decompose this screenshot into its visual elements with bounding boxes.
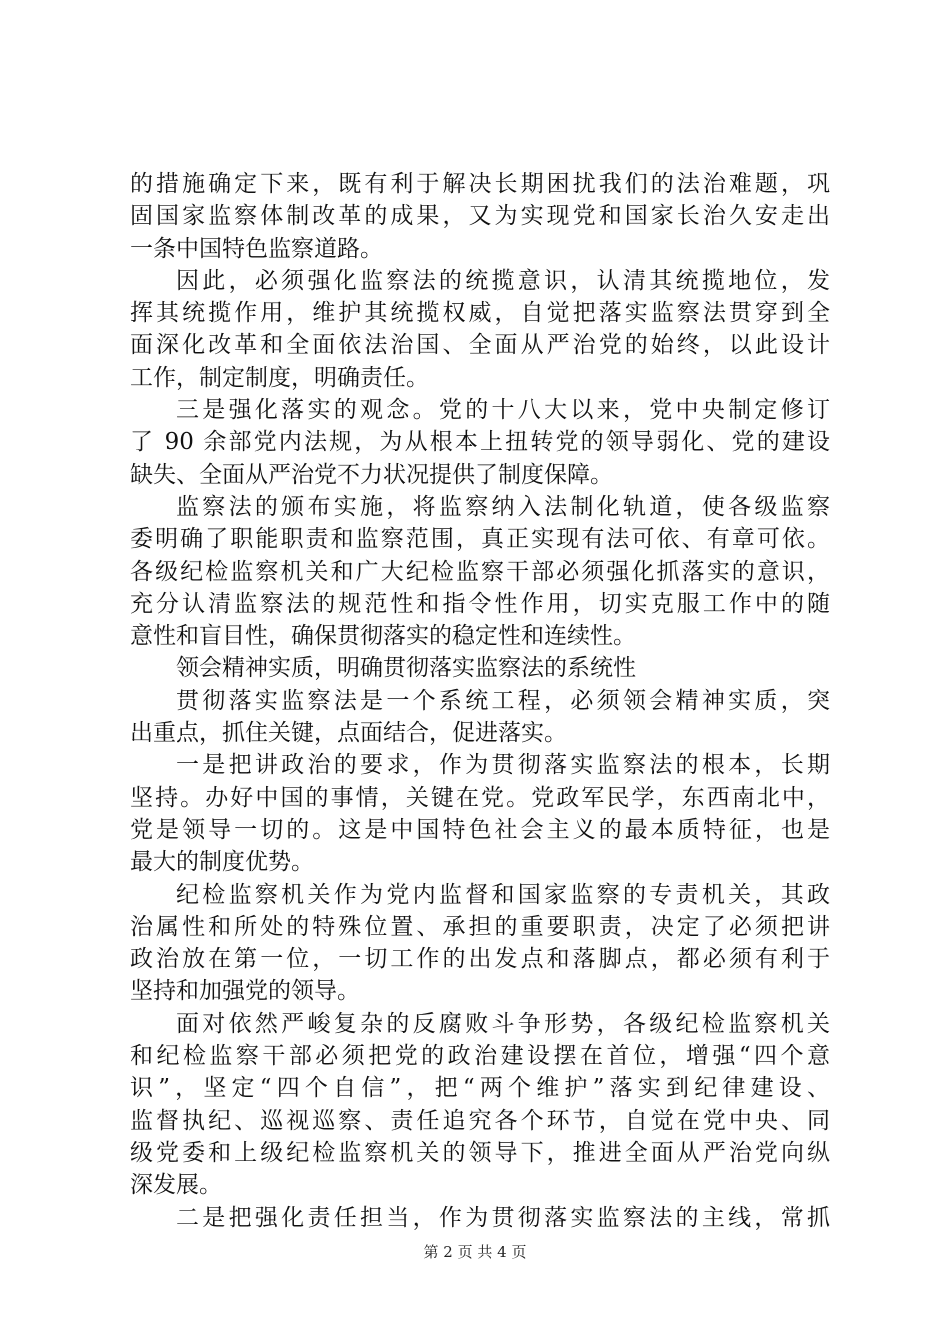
text-line: 缺失、全面从严治党不力状况提供了制度保障。 bbox=[130, 461, 613, 488]
text-line: 党是领导一切的。这是中国特色社会主义的最本质特征，也是 bbox=[130, 816, 830, 843]
text-line: 了 90 余部党内法规，为从根本上扭转党的领导弱化、党的建设 bbox=[130, 429, 830, 456]
text-line: 治属性和所处的特殊位置、承担的重要职责，决定了必须把讲 bbox=[130, 913, 830, 940]
paragraph-first-line: 因此，必须强化监察法的统揽意识，认清其统揽地位，发 bbox=[176, 267, 830, 294]
paragraph-first-line: 贯彻落实监察法是一个系统工程，必须领会精神实质，突 bbox=[176, 687, 830, 714]
text-line: 固国家监察体制改革的成果，又为实现党和国家长治久安走出 bbox=[130, 203, 830, 230]
text-line: 最大的制度优势。 bbox=[130, 849, 314, 876]
text-line: 意性和盲目性，确保贯彻落实的稳定性和连续性。 bbox=[130, 623, 636, 650]
text-line: 监督执纪、巡视巡察、责任追究各个环节，自觉在党中央、同 bbox=[130, 1107, 830, 1134]
text-line: 挥其统揽作用，维护其统揽权威，自觉把落实监察法贯穿到全 bbox=[130, 300, 830, 327]
section-heading: 领会精神实质，明确贯彻落实监察法的系统性 bbox=[176, 655, 636, 682]
text-line: 充分认清监察法的规范性和指令性作用，切实克服工作中的随 bbox=[130, 590, 830, 617]
paragraph-first-line: 监察法的颁布实施，将监察纳入法制化轨道，使各级监察 bbox=[176, 493, 830, 520]
paragraph-first-line: 三是强化落实的观念。党的十八大以来，党中央制定修订 bbox=[176, 397, 830, 424]
text-line: 坚持和加强党的领导。 bbox=[130, 978, 360, 1005]
paragraph-first-line: 二是把强化责任担当，作为贯彻落实监察法的主线，常抓 bbox=[176, 1204, 830, 1231]
text-line: 委明确了职能职责和监察范围，真正实现有法可依、有章可依。 bbox=[130, 526, 830, 553]
text-line: 出重点，抓住关键，点面结合，促进落实。 bbox=[130, 720, 567, 747]
text-line: 工作，制定制度，明确责任。 bbox=[130, 364, 429, 391]
text-line: 和纪检监察干部必须把党的政治建设摆在首位，增强“四个意 bbox=[130, 1043, 830, 1070]
text-line: 政治放在第一位，一切工作的出发点和落脚点，都必须有利于 bbox=[130, 946, 830, 973]
page-footer bbox=[0, 1242, 950, 1262]
document-body bbox=[130, 168, 830, 1234]
text-line: 深发展。 bbox=[130, 1172, 222, 1199]
text-line: 各级纪检监察机关和广大纪检监察干部必须强化抓落实的意识， bbox=[130, 558, 830, 585]
paragraph-first-line: 一是把讲政治的要求，作为贯彻落实监察法的根本，长期 bbox=[176, 752, 830, 779]
text-line: 面深化改革和全面依法治国、全面从严治党的始终，以此设计 bbox=[130, 332, 830, 359]
text-line: 的措施确定下来，既有利于解决长期困扰我们的法治难题，巩 bbox=[130, 171, 830, 197]
text-line: 一条中国特色监察道路。 bbox=[130, 235, 383, 262]
text-line: 级党委和上级纪检监察机关的领导下，推进全面从严治党向纵 bbox=[130, 1139, 830, 1166]
page-number: 第 2 页 共 4 页 bbox=[423, 1243, 527, 1261]
text-line: 识”，坚定“四个自信”，把“两个维护”落实到纪律建设、 bbox=[130, 1075, 830, 1102]
paragraph-first-line: 纪检监察机关作为党内监督和国家监察的专责机关，其政 bbox=[176, 881, 830, 908]
text-line: 坚持。办好中国的事情，关键在党。党政军民学，东西南北中， bbox=[130, 784, 830, 811]
paragraph-first-line: 面对依然严峻复杂的反腐败斗争形势，各级纪检监察机关 bbox=[176, 1010, 830, 1037]
